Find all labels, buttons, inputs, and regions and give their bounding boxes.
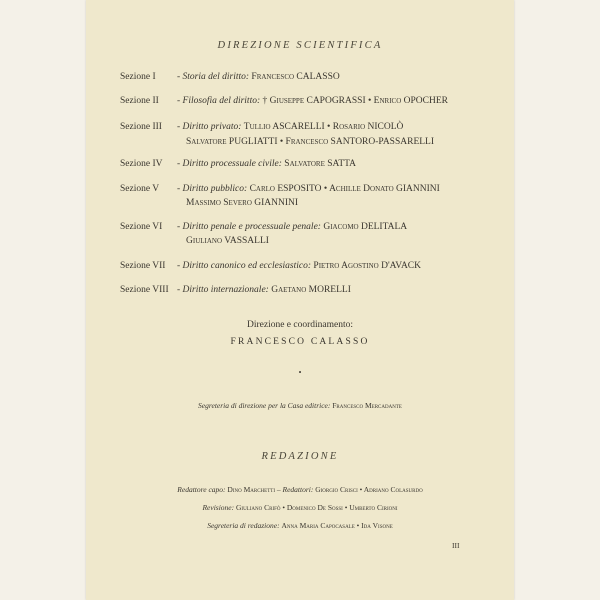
ornament-dot: • xyxy=(298,368,302,377)
editorial-line-revision xyxy=(86,503,514,512)
revision-label: Revisione: xyxy=(202,503,235,512)
section-field: - Diritto processuale civile: xyxy=(177,159,282,169)
section-entry xyxy=(177,222,407,232)
section-entry xyxy=(177,159,356,169)
section-entry xyxy=(177,184,440,194)
section-field: - Diritto canonico ed ecclesiastico: xyxy=(177,261,312,271)
revision-names: Giuliano Crifò • Domenico De Sossi • Umberto Cirioni xyxy=(235,503,398,512)
section-entry xyxy=(177,285,351,295)
section-people-continued: Salvatore PUGLIATTI • Francesco SANTORO-PASSARELLI xyxy=(186,137,435,147)
section-people: Giacomo DELITALA xyxy=(323,222,408,232)
direzione-heading: DIREZIONE SCIENTIFICA xyxy=(217,40,383,51)
section-field: - Diritto privato: xyxy=(177,122,242,132)
section-people: Carlo ESPOSITO • Achille Donato GIANNINI xyxy=(249,184,440,194)
section-people: Gaetano MORELLI xyxy=(271,285,351,295)
section-field: - Diritto internazionale: xyxy=(177,285,269,295)
editorial-line-secretariat xyxy=(86,521,514,530)
chief-editor-name: Dino Marchetti xyxy=(227,485,275,494)
section-people: Salvatore SATTA xyxy=(284,159,357,169)
section-people: Francesco CALASSO xyxy=(251,72,340,82)
section-label: Sezione VIII xyxy=(120,285,169,295)
section-people: Pietro Agostino D'AVACK xyxy=(313,261,422,271)
coordination-name: FRANCESCO CALASSO xyxy=(230,337,370,347)
section-entry xyxy=(177,96,448,106)
publisher-secretariat-name: Francesco Mercadante xyxy=(332,401,402,410)
section-people-continued: Giuliano VASSALLI xyxy=(186,236,269,246)
section-entry xyxy=(177,122,403,132)
section-field: - Storia del diritto: xyxy=(177,72,250,82)
redazione-heading: REDAZIONE xyxy=(261,451,339,462)
document-page xyxy=(86,0,514,600)
section-people: † Giuseppe CAPOGRASSI • Enrico OPOCHER xyxy=(262,96,448,106)
section-label: Sezione IV xyxy=(120,159,163,169)
section-label: Sezione III xyxy=(120,122,162,132)
section-field: - Filosofia del diritto: xyxy=(177,96,261,106)
chief-editor-label: Redattore capo: xyxy=(177,485,226,494)
section-label: Sezione I xyxy=(120,72,156,82)
section-people: Tullio ASCARELLI • Rosario NICOLÒ xyxy=(243,122,404,132)
editorial-secretariat-label: Segreteria di redazione: xyxy=(207,521,280,530)
section-entry xyxy=(177,72,340,82)
separator-dash: – xyxy=(276,485,281,494)
editors-names: Giorgio Crisci • Adriano Colasurdo xyxy=(315,485,423,494)
page-number: III xyxy=(452,541,460,550)
section-field: - Diritto penale e processuale penale: xyxy=(177,222,321,232)
section-label: Sezione V xyxy=(120,184,160,194)
section-field: - Diritto pubblico: xyxy=(177,184,248,194)
editors-label: Redattori: xyxy=(282,485,314,494)
coordination-label: Direzione e coordinamento: xyxy=(246,320,354,330)
section-label: Sezione VI xyxy=(120,222,163,232)
publisher-secretariat xyxy=(86,401,514,410)
section-people-continued: Massimo Severo GIANNINI xyxy=(186,198,299,208)
section-label: Sezione VII xyxy=(120,261,166,271)
editorial-secretariat-names: Anna Maria Capocasale • Ida Visone xyxy=(281,521,393,530)
section-entry xyxy=(177,261,421,271)
editorial-line-editors xyxy=(86,485,514,494)
section-label: Sezione II xyxy=(120,96,159,106)
publisher-secretariat-label: Segreteria di direzione per la Casa editrice: xyxy=(198,401,331,410)
